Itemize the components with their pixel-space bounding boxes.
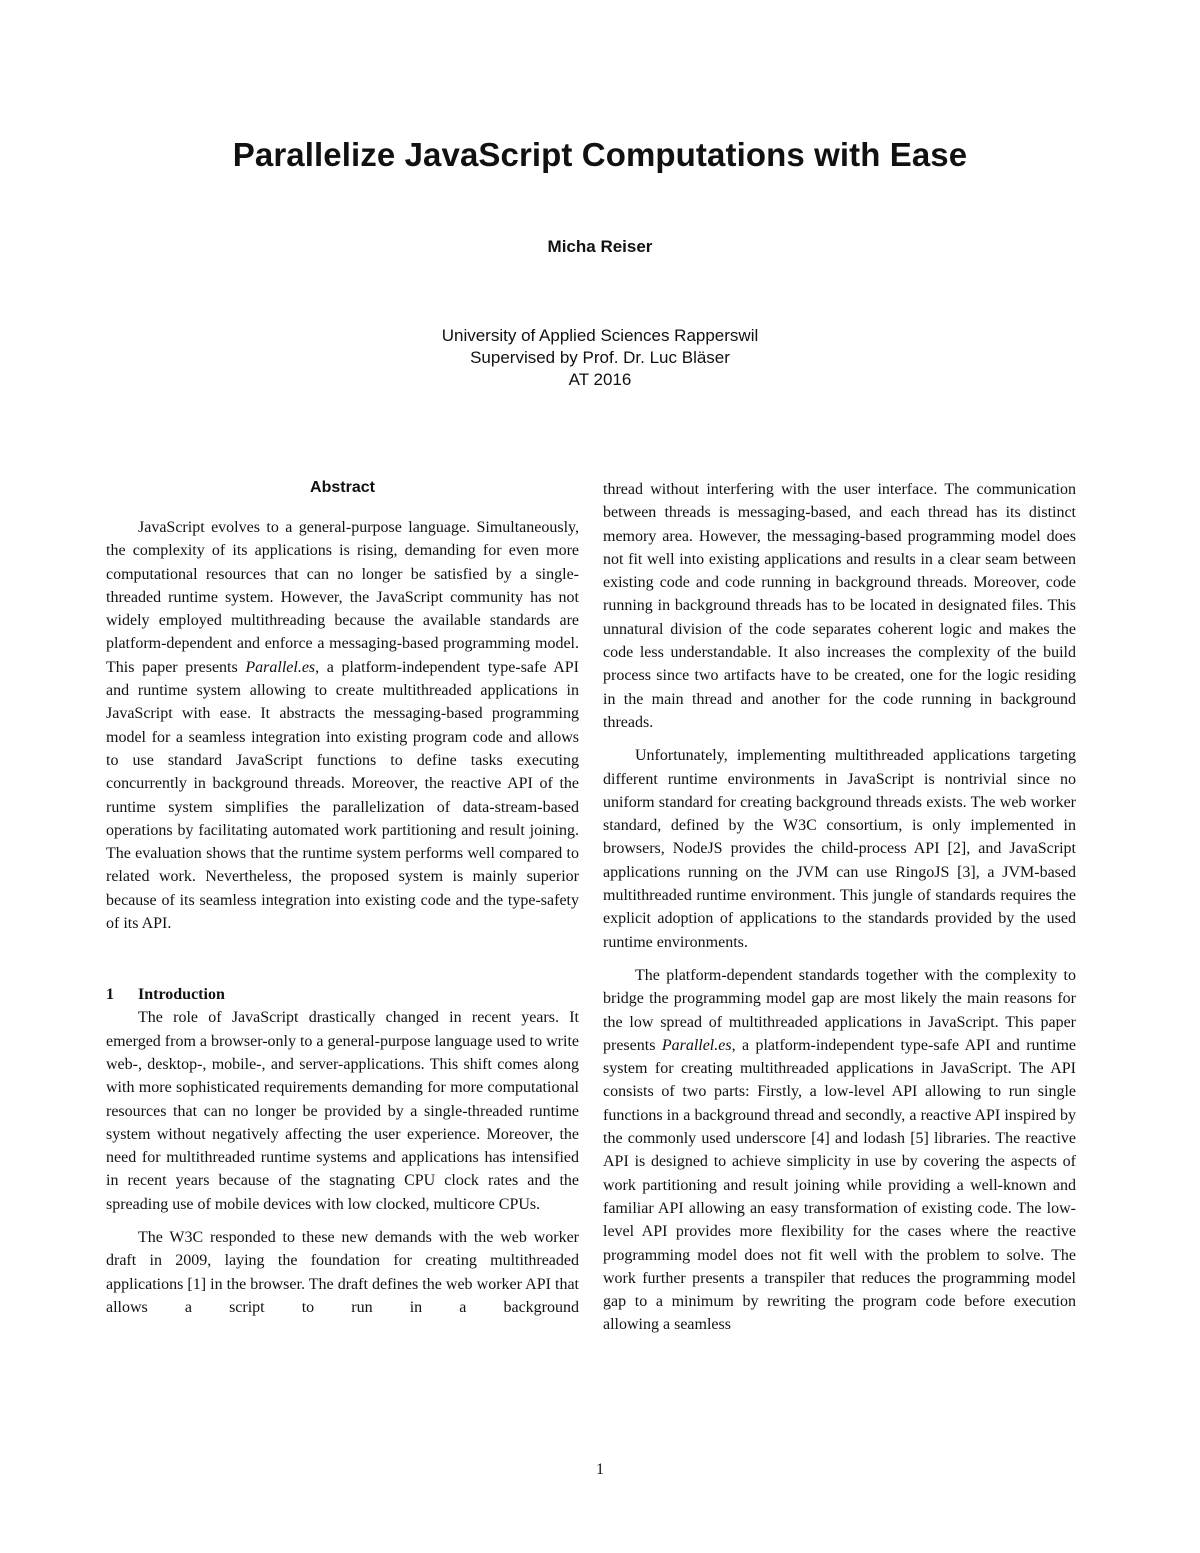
abstract-heading: Abstract [310,479,375,496]
intro-paragraph-1: The role of JavaScript drastically changed in recent years. It emerged from a browser-only to a general-purpose language used to write web-, desktop-, mobile-, and server-applications. This shift comes along with more sophisticated requirements demanding for more computational resources that can no longer be provided by a single-threaded runtime system without negatively affecting the user experience. Moreover, the need for multithreaded runtime systems and applications has intensified in recent years because of the stagnating CPU clock rates and the spreading use of mobile devices with low clocked, multicore CPUs. [106,1009,579,1213]
intro-paragraph-2: The W3C responded to these new demands with the web worker draft in 2009, laying the foundation for creating multithreaded applications [1] in the browser. The draft defines the web worker API that allows a script to run in a background [106,1229,579,1316]
abstract-text-part2: , a platform-independent type-safe API and runtime system allowing to create multithreaded applications in JavaScript with ease. It abstracts the messaging-based programming model for a seamless integration into existing program code and allows to use standard JavaScript functions to define tasks executing concurrently in background threads. Moreover, the reactive API of the runtime system simplifies the parallelization of data-stream-based operations by facilitating automated work partitioning and result joining. The evaluation shows that the runtime system performs well compared to related work. Nevertheless, the proposed system is mainly superior because of its seamless integration into existing code and the type-safety of its API. [106,658,580,933]
section-heading-introduction [106,983,579,1006]
abstract-text [106,516,579,935]
left-column [106,478,579,1319]
section-number: 1 [106,986,114,1004]
abstract-product-name: Parallel.es [245,658,316,676]
paper-title: Parallelize JavaScript Computations with Ease [232,136,968,173]
term: AT 2016 [568,370,632,389]
intro-paragraph-4-part2: , a platform-independent type-safe API and runtime system for creating multithreaded applications in JavaScript. The API consists of two parts: Firstly, a low-level API allowing to run single functions in a background thread and secondly, a reactive API inspired by the commonly used underscore [4] and lodash [5] libraries. The reactive API is designed to achieve simplicity in use by covering the aspects of work partitioning and result joining while providing a well-known and familiar API allowing an easy transformation of existing code. The low-level API provides more flexibility for the cases where the reactive programming model does not fit well with the problem to solve. The work further presents a transpiler that reduces the programming model gap to a minimum by rewriting the program code before execution allowing a seamless [603,1036,1076,1334]
intro-product-name: Parallel.es [661,1036,732,1054]
intro-paragraph-3: Unfortunately, implementing multithreaded applications targeting different runtime environments in JavaScript is nontrivial since no uniform standard for creating background threads exists. The web worker standard, defined by the W3C consortium, is only implemented in browsers, NodeJS provides the child-process API [2], and JavaScript applications running on the JVM can use RingoJS [3], a JVM-based multithreaded runtime environment. This jungle of standards requires the explicit adoption of applications to the standards provided by the used runtime environments. [603,747,1076,951]
supervisor: Supervised by Prof. Dr. Luc Bläser [470,348,730,367]
right-column [603,478,1076,1337]
intro-paragraph-4-part1: The platform-dependent standards together with the complexity to bridge the programming model gap are most likely the main reasons for the low spread of multithreaded applications in JavaScript. This paper presents [603,966,1076,1054]
institution: University of Applied Sciences Rapperswil [441,326,759,345]
affiliation-block [0,325,1200,391]
intro-paragraph-2-continued: thread without interfering with the user interface. The communication between threads is messaging-based, and each thread has its distinct memory area. However, the messaging-based programming model does not fit well into existing applications and results in a clear seam between existing code and code running in background threads. Moreover, code running in background threads has to be located in designated files. This unnatural division of the code separates coherent logic and makes the code less understandable. It also increases the complexity of the build process since two artifacts have to be created, one for the logic residing in the main thread and another for the code running in background threads. [603,481,1076,731]
intro-paragraph-4 [603,964,1076,1337]
author-name: Micha Reiser [547,237,653,256]
page-number: 1 [596,1461,604,1478]
section-title: Introduction [138,986,225,1004]
abstract-text-part1: JavaScript evolves to a general-purpose language. Simultaneously, the complexity of its applications is rising, demanding for even more computational resources that can no longer be satisfied by a single-threaded runtime system. However, the JavaScript community has not widely employed multithreading because the available standards are platform-dependent and enforce a messaging-based programming model. This paper presents [106,519,579,676]
